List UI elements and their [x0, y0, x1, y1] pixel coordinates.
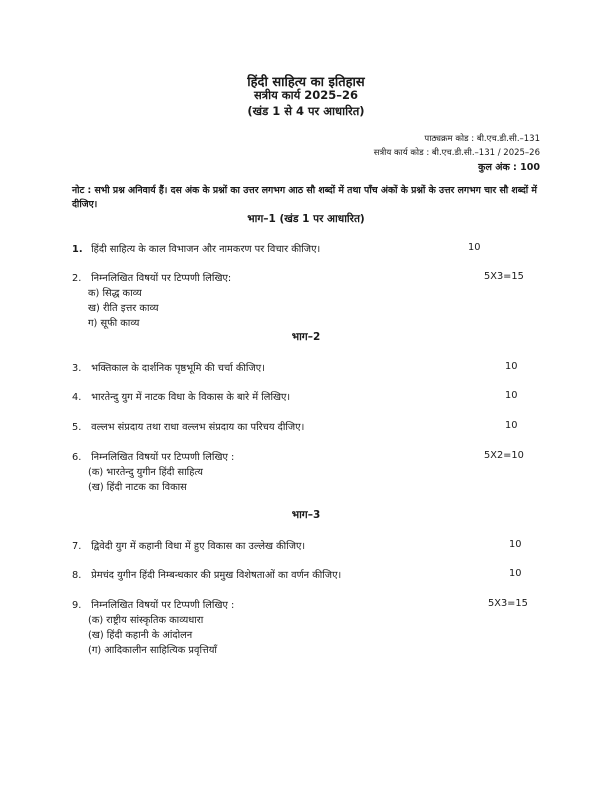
question-text: द्विवेदी युग में कहानी विधा में हुए विकास का उल्लेख कीजिए। [91, 541, 306, 552]
question-text: हिंदी साहित्य के काल विभाजन और नामकरण पर विचार कीजिए। [91, 244, 321, 255]
document-title: हिंदी साहित्य का इतिहास [247, 75, 365, 90]
assignment-code: सत्रीय कार्य कोड : बी.एच.डी.सी.–131 / 2025–26 [373, 148, 540, 158]
question-9-marks: 5X3=15 [488, 598, 528, 609]
question-2 [72, 271, 231, 284]
document-basis: (खंड 1 से 4 पर आधारित) [247, 104, 365, 118]
question-3 [72, 361, 265, 374]
question-3-marks: 10 [505, 361, 518, 372]
question-text: निम्नलिखित विषयों पर टिप्पणी लिखिए: [91, 273, 232, 284]
section-heading-part3: भाग–3 [291, 509, 321, 521]
question-number: 7. [72, 541, 82, 552]
question-number: 5. [72, 422, 82, 433]
question-8-marks: 10 [509, 568, 522, 579]
question-1 [72, 242, 320, 255]
question-5 [72, 420, 304, 433]
question-text: वल्लभ संप्रदाय तथा राधा वल्लभ संप्रदाय का परिचय दीजिए। [91, 422, 305, 433]
question-text: निम्नलिखित विषयों पर टिप्पणी लिखिए : [91, 600, 235, 611]
question-number: 8. [72, 570, 82, 581]
question-2-sub-b: ख) रीति इत्तर काव्य [88, 303, 159, 314]
question-6 [72, 450, 234, 463]
course-code: पाठ्यक्रम कोड : बी.एच.डी.सी.–131 [424, 134, 540, 144]
section-heading-part2: भाग–2 [291, 331, 321, 343]
question-9-sub-a: (क) राष्ट्रीय सांस्कृतिक काव्यधारा [88, 615, 204, 626]
question-number: 1. [72, 244, 83, 255]
question-text: प्रेमचंद युगीन हिंदी निम्बन्धकार की प्रमुख विशेषताओं का वर्णन कीजिए। [91, 570, 342, 581]
question-4 [72, 390, 290, 403]
question-text: भारतेन्दु युग में नाटक विधा के विकास के बारे में लिखिए। [91, 392, 291, 403]
question-1-marks: 10 [468, 242, 481, 253]
question-7-marks: 10 [509, 539, 522, 550]
question-number: 3. [72, 363, 82, 374]
question-5-marks: 10 [505, 420, 518, 431]
question-number: 4. [72, 392, 82, 403]
question-6-sub-b: (ख) हिंदी नाटक का विकास [88, 482, 187, 493]
question-number: 6. [72, 452, 82, 463]
instructions-note: नोट : सभी प्रश्न अनिवार्य हैं। दस अंक के प्रश्नों का उत्तर लगभग आठ सौ शब्दों में तथा पाँच अंकों के प्रश्नों के उत्तर लगभग चार सौ शब्दों में दीजिए। [72, 185, 537, 210]
question-2-sub-c: ग) सूफी काव्य [88, 318, 140, 329]
question-number: 9. [72, 600, 82, 611]
question-6-sub-a: (क) भारतेन्दु युगीन हिंदी साहित्य [88, 467, 203, 478]
question-7 [72, 539, 305, 552]
question-6-marks: 5X2=10 [484, 450, 524, 461]
question-text: भक्तिकाल के दार्शनिक पृष्ठभूमि की चर्चा कीजिए। [91, 363, 265, 374]
question-9-sub-c: (ग) आदिकालीन साहित्यिक प्रवृत्तियाँ [88, 645, 217, 656]
question-2-marks: 5X3=15 [484, 271, 524, 282]
question-8 [72, 568, 341, 581]
total-marks: कुल अंक : 100 [478, 162, 540, 173]
section-heading-part1: भाग–1 (खंड 1 पर आधारित) [247, 213, 365, 225]
question-text: निम्नलिखित विषयों पर टिप्पणी लिखिए : [91, 452, 235, 463]
document-subtitle: सत्रीय कार्य 2025–26 [253, 88, 359, 102]
question-9 [72, 598, 234, 611]
question-4-marks: 10 [505, 390, 518, 401]
question-number: 2. [72, 273, 82, 284]
question-2-sub-a: क) सिद्ध काव्य [88, 288, 142, 299]
question-9-sub-b: (ख) हिंदी कहानी के आंदोलन [88, 630, 193, 641]
